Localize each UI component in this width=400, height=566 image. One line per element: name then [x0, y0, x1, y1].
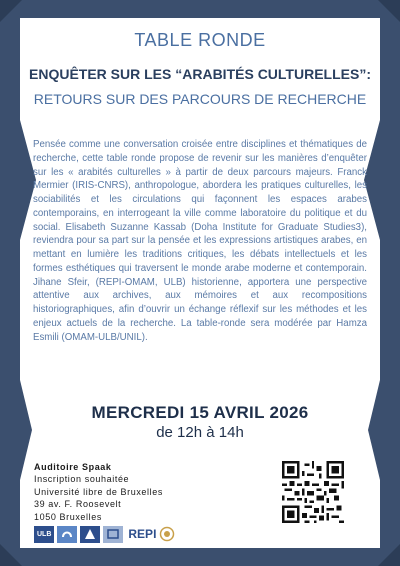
- partner-logos: [34, 525, 175, 543]
- partner-emblem-icon: [159, 526, 175, 542]
- corner-decoration: [0, 0, 22, 22]
- venue-street: 39 av. F. Roosevelt: [34, 499, 122, 510]
- ulb-logo: ULB: [34, 526, 54, 543]
- partner-logo: [80, 526, 100, 543]
- venue-registration: Inscription souhaitée: [34, 474, 130, 485]
- venue-block: [34, 461, 224, 523]
- event-time: de 12h à 14h: [156, 424, 244, 441]
- corner-decoration: [378, 0, 400, 22]
- venue-room: Auditoire Spaak: [34, 462, 112, 472]
- venue-institution: Université libre de Bruxelles: [34, 486, 163, 497]
- venue-city: 1050 Bruxelles: [34, 511, 102, 522]
- poster-title: ENQUÊTER SUR LES “ARABITÉS CULTURELLES”:: [29, 66, 371, 82]
- poster-subtitle: RETOURS SUR DES PARCOURS DE RECHERCHE: [33, 91, 367, 107]
- event-type-heading: TABLE RONDE: [134, 30, 266, 50]
- event-date: MERCREDI 15 AVRIL 2026: [91, 403, 309, 422]
- partner-logo: [57, 526, 77, 543]
- corner-decoration: [0, 544, 22, 566]
- repi-logo: REPI: [128, 527, 157, 541]
- qr-code[interactable]: [282, 461, 344, 523]
- partner-logo: [103, 526, 123, 543]
- corner-decoration: [378, 544, 400, 566]
- event-description: Pensée comme une conversation croisée entre disciplines et thématiques de recherche, cette table ronde propose de revenir sur les manières d’enquêter sur les « arabités culturelles » à partir de deux parcours majeurs. Franck Mermier (IRIS-CNRS), anthropologue, abordera les pratiques culturelles, les sociabilités et les circulations qui façonnent les espaces arabes contemporains, en interrogeant la ville comme laboratoire du politique et du social. Elisabeth Suzanne Kassab (Doha Institute for Graduate Studies3), reviendra pour sa part sur la pensée et les expressions artistiques arabes, en mettant en lumière les traditions critiques, les débats intellectuels et les formes esthétiques qui traversent le monde arabe moderne et contemporain. Jihane Sfeir, (REPI-OMAM, ULB) historienne, apportera une perspective attentive aux archives, aux mémoires et aux recompositions historiographiques, afin d’ouvrir un échange réflexif sur les méthodes et les enjeux actuels de la recherche. La table-ronde sera modérée par Hamza Esmili (OMAM-ULB/UNIL).: [33, 139, 367, 343]
